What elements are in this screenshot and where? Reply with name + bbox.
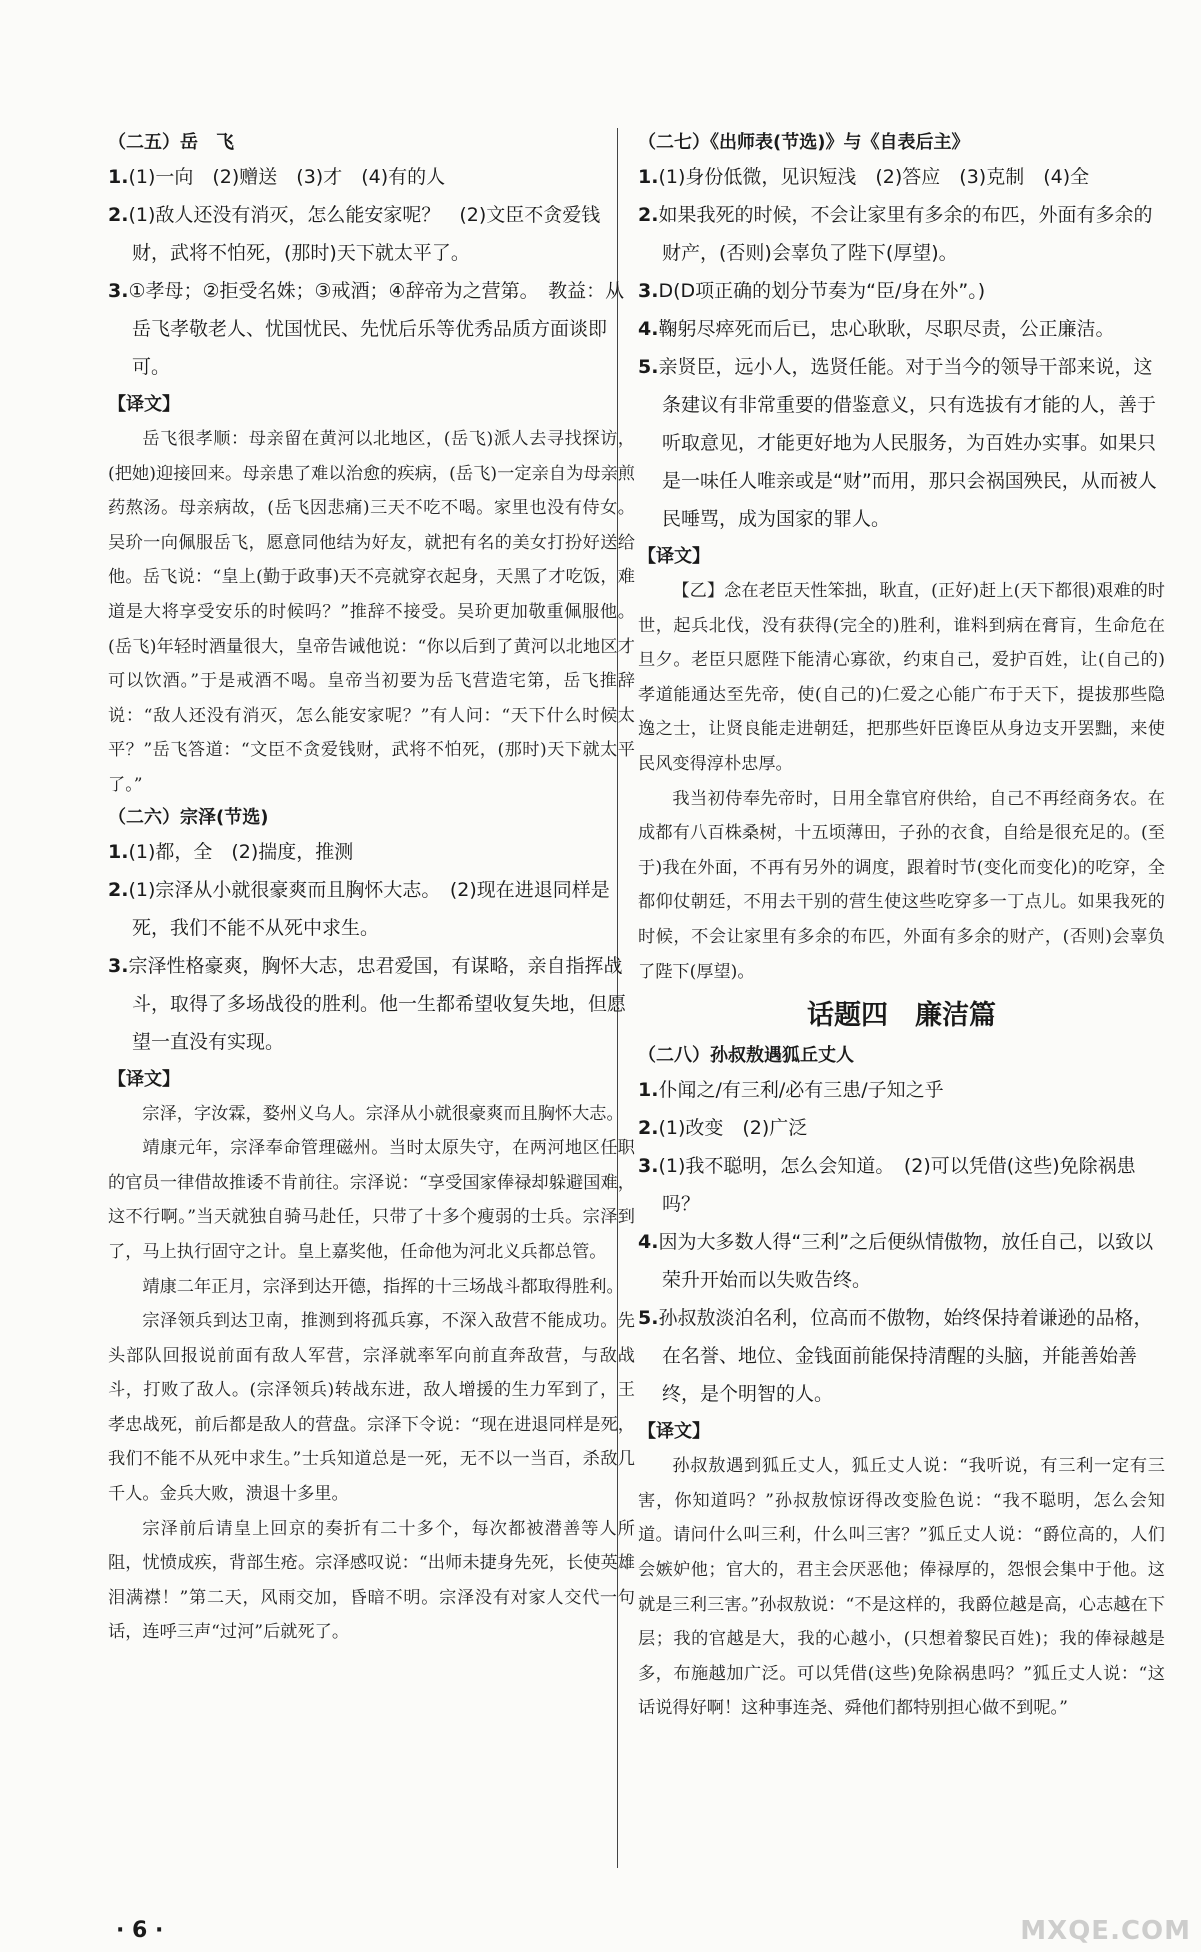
translation-paragraph: 我当初侍奉先帝时，日用全靠官府供给，自己不再经商务农。在成都有八百株桑树，十五顷薄田，子孙的衣食，自给是很充足的。(至于)我在外面，不再有另外的调度，跟着时节(变化而变化)的吃穿，全都仰仗朝廷，不用去干别的营生使这些吃穿多一丁点儿。如果我死的时候，不会让家里有多余的布匹，外面有多余的财产，(否则)会辜负了陛下(厚望)。 (638, 788, 1165, 982)
answer-item: 5.亲贤臣，远小人，选贤任能。对于当今的领导干部来说，这条建议有非常重要的借鉴意义，只有选拔有才能的人，善于听取意见，才能更好地为人民服务，为百姓办实事。如果只是一味任人唯亲或是“财”而用，那只会祸国殃民，从而被人民唾骂，成为国家的罪人。 (638, 356, 1157, 530)
translation-paragraph: 靖康二年正月，宗泽到达开德，指挥的十三场战斗都取得胜利。 (142, 1276, 624, 1297)
section-27-title: （二七）《出师表(节选)》与《自表后主》 (638, 132, 970, 153)
answer-item: 2.(1)敌人还没有消灭，怎么能安家呢？ (2)文臣不贪爱钱财，武将不怕死，(那时)天下就太平了。 (108, 204, 601, 264)
answer-item: 1.(1)一向 (2)赠送 (3)才 (4)有的人 (108, 166, 446, 188)
translation-paragraph: 宗泽领兵到达卫南，推测到将孤兵寡，不深入敌营不能成功。先头部队回报说前面有敌人军营，宗泽就率军向前直奔敌营，与敌战斗，打败了敌人。(宗泽领兵)转战东进，敌人增援的生力军到了，王孝忠战死，前后都是敌人的营盘。宗泽下令说：“现在进退同样是死，我们不能不从死中求生。”士兵知道总是一死，无不以一当百，杀敌几千人。金兵大败，溃退十多里。 (108, 1311, 635, 1505)
answer-item: 4.因为大多数人得“三利”之后便纵情傲物，放任自己，以致以荣升开始而以失败告终。 (638, 1231, 1154, 1292)
translation-paragraph: 宗泽，字汝霖，婺州义乌人。宗泽从小就很豪爽而且胸怀大志。 (142, 1103, 624, 1124)
topic-heading: 话题四 廉洁篇 (807, 1000, 996, 1032)
page-number: · 6 · (116, 1918, 164, 1943)
translation-paragraph: 岳飞很孝顺：母亲留在黄河以北地区，(岳飞)派人去寻找探访，(把她)迎接回来。母亲患了难以治愈的疾病，(岳飞)一定亲自为母亲煎药熬汤。母亲病故，(岳飞因悲痛)三天不吃不喝。家里也没有侍女。吴玠一向佩服岳飞，愿意同他结为好友，就把有名的美女打扮好送给他。岳飞说：“皇上(勤于政事)天不亮就穿衣起身，天黑了才吃饭，难道是大将享受安乐的时候吗？”推辞不接受。吴玠更加敬重佩服他。(岳飞)年轻时酒量很大，皇帝告诫他说：“你以后到了黄河以北地区才可以饮酒。”于是戒酒不喝。皇帝当初要为岳飞营造宅第，岳飞推辞说：“敌人还没有消灭，怎么能安家呢？”有人问：“天下什么时候太平？”岳飞答道：“文臣不贪爱钱财，武将不怕死，(那时)天下就太平了。” (108, 429, 635, 795)
watermark-logo: MXQE.COM (1020, 1916, 1191, 1946)
answer-item: 5.孙叔敖淡泊名利，位高而不傲物，始终保持着谦逊的品格，在名誉、地位、金钱面前能保持清醒的头脑，并能善始善终，是个明智的人。 (638, 1307, 1153, 1406)
answer-item: 4.鞠躬尽瘁死而后已，忠心耿耿，尽职尽责，公正廉洁。 (638, 318, 1115, 340)
answer-item: 2.(1)宗泽从小就很豪爽而且胸怀大志。 (2)现在进退同样是死，我们不能不从死中求生。 (108, 878, 610, 939)
right-column (638, 128, 1165, 1726)
answer-item: 2.如果我死的时候，不会让家里有多余的布匹，外面有多余的财产，(否则)会辜负了陛下(厚望)。 (638, 204, 1153, 264)
translation-paragraph: 宗泽前后请皇上回京的奏折有二十多个，每次都被潜善等人所阻，忧愤成疾，背部生疮。宗泽感叹说：“出师未捷身先死，长使英雄泪满襟！”第二天，风雨交加，昏暗不明。宗泽没有对家人交代一句话，连呼三声“过河”后就死了。 (108, 1518, 635, 1643)
answer-item: 3.①孝母；②拒受名姝；③戒酒；④辞帝为之营第。 教益：从岳飞孝敬老人、忧国忧民、先忧后乐等优秀品质方面谈即可。 (108, 280, 625, 378)
answer-item: 2.(1)改变 (2)广泛 (638, 1117, 808, 1140)
answer-item: 1.(1)都，全 (2)揣度，推测 (108, 840, 354, 863)
translation-paragraph: 靖康元年，宗泽奉命管理磁州。当时太原失守，在两河地区任职的官员一律借故推诿不肯前往。宗泽说：“享受国家俸禄却躲避国难，这不行啊。”当天就独自骑马赴任，只带了十多个瘦弱的士兵。宗泽到了，马上执行固守之计。皇上嘉奖他，任命他为河北义兵都总管。 (108, 1138, 635, 1262)
answer-item: 3.D(D项正确的划分节奏为“臣/身在外”。) (638, 280, 986, 302)
translation-label: 【译文】 (108, 394, 180, 415)
section-25-title: （二五）岳 飞 (108, 132, 234, 153)
translation-label: 【译文】 (638, 546, 710, 567)
translation-paragraph: 【乙】念在老臣天性笨拙，耿直，(正好)赶上(天下都很)艰难的时世，起兵北伐，没有获得(完全的)胜利，谁料到病在膏肓，生命危在旦夕。老臣只愿陛下能清心寡欲，约束自己，爱护百姓，让(自己的)孝道能通达至先帝，使(自己的)仁爱之心能广布于天下，提拔那些隐逸之士，让贤良能走进朝廷，把那些奸臣谗臣从身边支开罢黜，来使民风变得淳朴忠厚。 (638, 581, 1165, 774)
answer-item: 3.宗泽性格豪爽，胸怀大志，忠君爱国，有谋略，亲自指挥战斗，取得了多场战役的胜利。他一生都希望收复失地，但愿望一直没有实现。 (108, 954, 627, 1053)
answer-item: 1.仆闻之/有三利/必有三患/子知之乎 (638, 1079, 944, 1102)
answer-item: 1.(1)身份低微，见识短浅 (2)答应 (3)克制 (4)全 (638, 166, 1090, 188)
translation-label: 【译文】 (108, 1068, 180, 1090)
answer-item: 3.(1)我不聪明，怎么会知道。 (2)可以凭借(这些)免除祸患吗？ (638, 1155, 1136, 1216)
translation-label: 【译文】 (638, 1421, 710, 1443)
translation-paragraph: 孙叔敖遇到狐丘丈人，狐丘丈人说：“我听说，有三利一定有三害，你知道吗？”孙叔敖惊讶得改变脸色说：“我不聪明，怎么会知道。请问什么叫三利，什么叫三害？”狐丘丈人说：“爵位高的，人们会嫉妒他；官大的，君主会厌恶他；俸禄厚的，怨恨会集中于他。这就是三利三害。”孙叔敖说：“不是这样的，我爵位越是高，心志越在下层；我的官越是大，我的心越小，(只想着黎民百姓)；我的俸禄越是多，布施越加广泛。可以凭借(这些)免除祸患吗？”狐丘丈人说：“这话说得好啊！这种事连尧、舜他们都特别担心做不到呢。” (638, 1456, 1165, 1719)
left-column (108, 128, 635, 1650)
section-26-title: （二六）宗泽(节选) (108, 806, 269, 828)
section-28-title: （二八）孙叔敖遇狐丘丈人 (638, 1045, 854, 1067)
